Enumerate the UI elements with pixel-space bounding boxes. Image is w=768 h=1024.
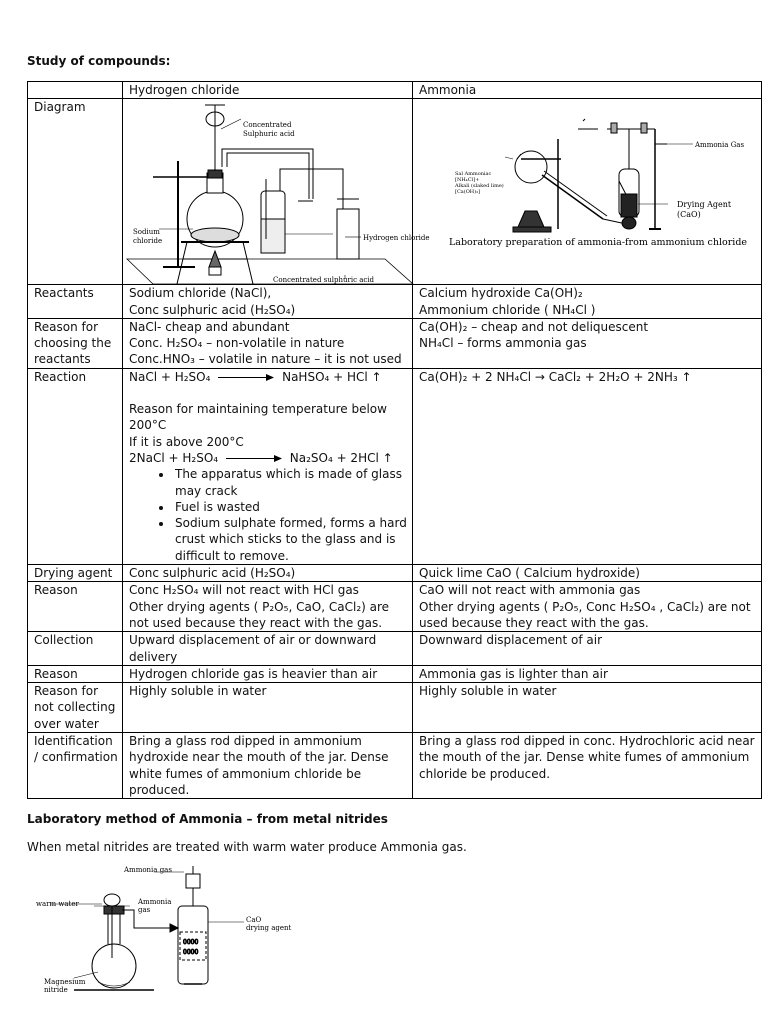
header-hydrogen-chloride: Hydrogen chloride (123, 82, 413, 99)
nh3-identification: Bring a glass rod dipped in conc. Hydrochloric acid near the mouth of the jar. Dense white fumes of ammonium chloride be produced. (413, 733, 762, 799)
reaction-arrow-icon (218, 373, 274, 382)
hcl-label-conc-sulphuric: Concentrated sulphuric acid (273, 276, 375, 285)
nh3-drying-reason-2: Other drying agents ( P₂O₅, Conc H₂SO₄ , CaCl₂) are not used because they react with the gas. (419, 599, 751, 630)
nh3-water-reason: Highly soluble in water (413, 683, 762, 733)
hcl-drying-reason-2: Other drying agents ( P₂O₅, CaO, CaCl₂) are not used because they react with the gas. (129, 599, 390, 630)
hcl-collection-reason: Hydrogen chloride gas is heavier than air (123, 665, 413, 682)
nh3-label-sal-1: Sal Ammoniac (455, 171, 492, 178)
nh3-choose-2: NH₄Cl – forms ammonia gas (419, 336, 587, 351)
row-label-drying-agent: Drying agent (28, 565, 123, 582)
table-header-row (28, 82, 762, 99)
nh3-label-drying-1: Drying Agent (677, 200, 732, 210)
nh3-label-drying-2: (CaO) (677, 210, 701, 220)
nh3-label-sal-4: [Ca(OH)₂] (455, 189, 481, 196)
row-label-reason-drying: Reason (28, 582, 123, 632)
hcl-choose-1: NaCl- cheap and abundant (129, 319, 290, 334)
hcl-equation-1: NaCl + H₂SO₄ NaHSO₄ + HCl ↑ (129, 369, 382, 384)
nitride-label-magnesium-2: nitride (44, 986, 68, 994)
row-label-reason-choosing: Reason for choosing the reactants (28, 318, 123, 368)
hcl-drying-agent: Conc sulphuric acid (H₂SO₄) (123, 565, 413, 582)
reason-water-row (28, 683, 762, 733)
hcl-drying-reason-1: Conc H₂SO₄ will not react with HCl gas (129, 583, 359, 598)
hcl-equation-2: 2NaCl + H₂SO₄ Na₂SO₄ + 2HCl ↑ (129, 450, 393, 465)
row-label-reactants: Reactants (28, 285, 123, 319)
drying-agent-row (28, 565, 762, 582)
temp-note: Reason for maintaining temperature below 200°C (129, 402, 387, 433)
nh3-label-sal-3: Alkali (slaked lime) (455, 183, 504, 190)
hcl-choose-3: Conc.HNO₃ – volatile in nature – it is not used (129, 352, 402, 367)
svg-text:0000: 0000 (183, 939, 199, 946)
row-label-identification: Identification / confirmation (28, 733, 123, 799)
nh3-label-ammonia-gas: Ammonia Gas (695, 141, 745, 150)
identification-row (28, 733, 762, 799)
diagram-row (28, 99, 762, 285)
nitride-apparatus-diagram (34, 866, 304, 996)
list-item: • The apparatus which is made of glass may crack (173, 466, 408, 499)
nitride-label-cao-2: drying agent (246, 924, 292, 932)
row-label-reaction: Reaction (28, 368, 123, 564)
reason-drying-row (28, 582, 762, 632)
hcl-collection: Upward displacement of air or downward delivery (123, 632, 413, 666)
section-text: When metal nitrides are treated with warm water produce Ammonia gas. (27, 840, 467, 854)
nh3-drying-agent: Quick lime CaO ( Calcium hydroxide) (413, 565, 762, 582)
list-item: • Fuel is wasted (173, 499, 408, 515)
consequence-list (129, 466, 408, 564)
nh3-collection-reason: Ammonia gas is lighter than air (413, 665, 762, 682)
reaction-arrow-icon (226, 454, 282, 463)
nitride-label-magnesium-1: Magnesium (44, 978, 86, 986)
hcl-reactant-2: Conc sulphuric acid (H₂SO₄) (129, 302, 296, 317)
nh3-reactant-2: Ammonium chloride ( NH₄Cl ) (419, 302, 596, 317)
nh3-diagram-caption: Laboratory preparation of ammonia-from ammonium chloride (449, 237, 748, 249)
row-label-reason-water: Reason for not collecting over water (28, 683, 123, 733)
nh3-label-sal-2: [NH₄Cl]+ (455, 177, 480, 184)
list-item: • Sodium sulphate formed, forms a hard crust which sticks to the glass and is difficult to remove. (173, 515, 408, 564)
row-label-diagram: Diagram (28, 99, 123, 285)
reactants-row (28, 285, 762, 319)
section-title: Laboratory method of Ammonia – from metal nitrides (27, 812, 388, 826)
row-label-reason-collection: Reason (28, 665, 123, 682)
nitride-label-ammonia-1: Ammonia (138, 898, 172, 906)
hcl-reactant-1: Sodium chloride (NaCl), (129, 286, 272, 301)
page-title: Study of compounds: (27, 54, 171, 68)
nh3-collection: Downward displacement of air (413, 632, 762, 666)
collection-row (28, 632, 762, 666)
hcl-water-reason: Highly soluble in water (123, 683, 413, 733)
nh3-apparatus-diagram (413, 99, 762, 284)
nh3-choose-1: Ca(OH)₂ – cheap and not deliquescent (419, 319, 649, 334)
reason-choosing-row (28, 318, 762, 368)
nitride-label-ammonia-2: gas (138, 906, 151, 914)
nh3-equation: Ca(OH)₂ + 2 NH₄Cl → CaCl₂ + 2H₂O + 2NH₃ ↑ (413, 368, 762, 564)
hcl-label-conc-acid-1: Concentrated (243, 121, 292, 130)
nh3-reactant-1: Calcium hydroxide Ca(OH)₂ (419, 286, 583, 301)
header-ammonia: Ammonia (413, 82, 762, 99)
reason-collection-row (28, 665, 762, 682)
nitride-label-warm-water: warm water (36, 900, 79, 908)
svg-text:0000: 0000 (183, 949, 199, 956)
hcl-label-hydrogen-chloride: Hydrogen chloride (363, 234, 430, 243)
hcl-label-conc-acid-2: Sulphuric acid (243, 130, 295, 139)
above-note: If it is above 200°C (129, 434, 244, 449)
header-blank (28, 82, 123, 99)
row-label-collection: Collection (28, 632, 123, 666)
hcl-choose-2: Conc. H₂SO₄ – non-volatile in nature (129, 336, 345, 351)
hcl-label-sodium-1: Sodium (133, 228, 160, 237)
hcl-apparatus-diagram (123, 99, 430, 285)
hcl-identification: Bring a glass rod dipped in ammonium hydroxide near the mouth of the jar. Dense white fumes of ammonium chloride be produced. (123, 733, 413, 799)
nitride-label-cao-1: CaO (246, 916, 262, 924)
reaction-row (28, 368, 762, 564)
nitride-label-ammonia-gas-top: Ammonia gas (124, 866, 172, 874)
comparison-table (27, 81, 762, 799)
hcl-label-sodium-2: chloride (133, 237, 163, 246)
nh3-drying-reason-1: CaO will not react with ammonia gas (419, 583, 641, 598)
